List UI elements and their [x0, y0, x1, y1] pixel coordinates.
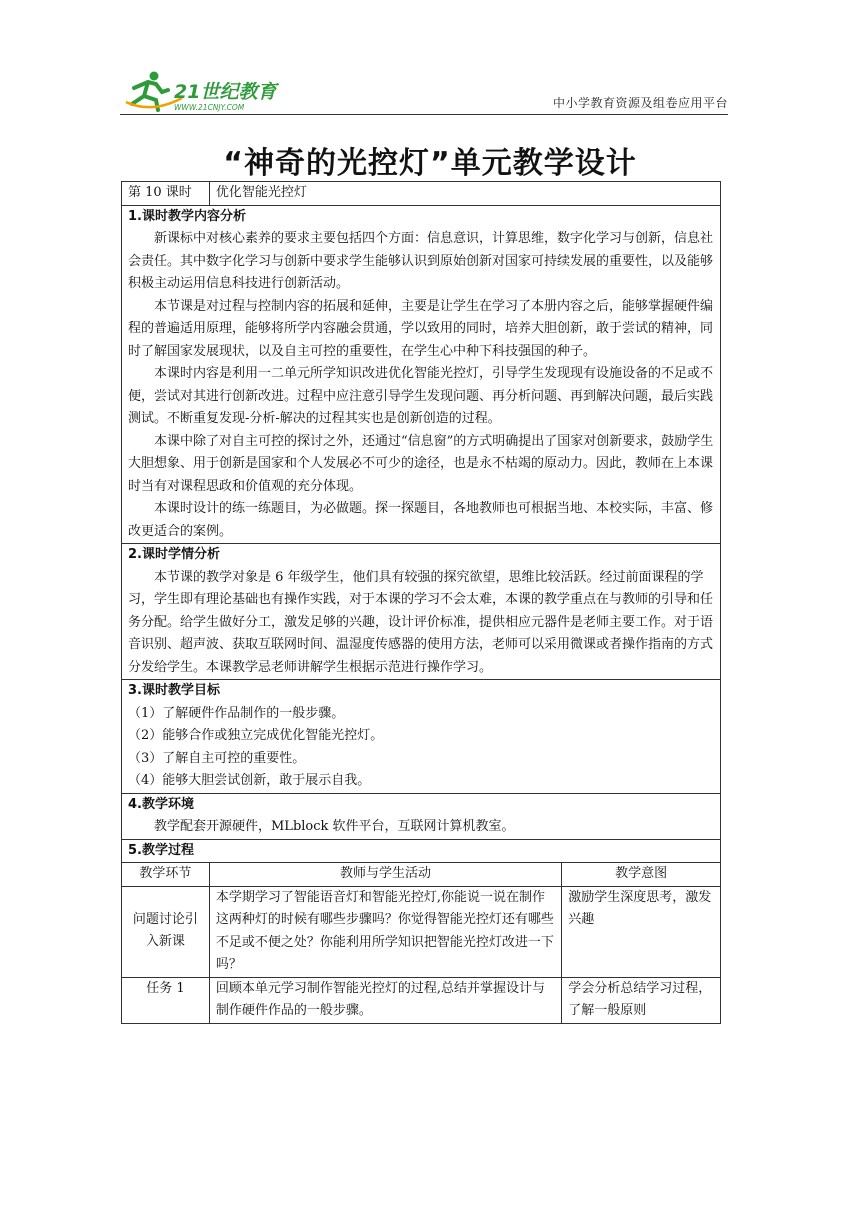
column-header: 教学环节 — [122, 863, 210, 887]
paragraph: 本节课的教学对象是 6 年级学生，他们具有较强的探究欲望，思维比较活跃。经过前面课程的学习，学生即有理论基础也有操作实践，对于本课的学习不会太难，本课的教学重点在与教师的引导和任务分配。给学生做好分工，激发足够的兴趣，设计评价标准，提供相应元器件是老师主要工作。对于语音识别、超声波、获取互联网时间、温湿度传感器的使用方法，老师可以采用微课或者操作指南的方式分发给学生。本课教学忌老师讲解学生根据示范进行操作学习。 — [128, 569, 714, 675]
lesson-number: 第 10 课时 — [122, 182, 210, 206]
logo-text: 21世纪教育 — [174, 81, 277, 103]
paragraph: 教学配套开源硬件，MLblock 软件平台，互联网计算机教室。 — [154, 819, 515, 834]
section-heading: 2.课时学情分析 — [128, 547, 220, 562]
stage-cell: 任务 1 — [122, 977, 210, 1023]
stage-cell: 问题讨论引入新课 — [122, 886, 210, 977]
goal-item: （3）了解自主可控的重要性。 — [128, 750, 306, 766]
paragraph: 本节课是对过程与控制内容的拓展和延伸，主要是让学生在学习了本册内容之后，能够掌握硬件编程的普遍适用原理，能够将所学内容融会贯通，学以致用的同时，培养大胆创新，敢于尝试的精神，同时了解国家发展现状，以及自主可控的重要性，在学生心中种下科技强国的种子。 — [128, 298, 714, 359]
activity-cell: 本学期学习了智能语音灯和智能光控灯,你能说一说在制作这两种灯的时候有哪些步骤吗？你觉得智能光控灯还有哪些不足或不便之处？你能利用所学知识把智能光控灯改进一下吗？ — [209, 886, 561, 977]
table-row — [122, 977, 721, 1023]
goal-item: （4）能够大胆尝试创新，敢于展示自我。 — [128, 773, 371, 788]
paragraph: 新课标中对核心素养的要求主要包括四个方面：信息意识，计算思维，数字化学习与创新，信息社会责任。其中数字化学习与创新中要求学生能够认识到原始创新对国家可持续发展的重要性，以及能够积极主动运用信息科技进行创新活动。 — [128, 231, 714, 291]
intent-cell: 学会分析总结学习过程，了解一般原则 — [562, 977, 721, 1023]
section-content-analysis — [122, 205, 721, 544]
paragraph: 本课中除了对自主可控的探讨之外，还通过“信息窗”的方式明确提出了国家对创新要求，鼓励学生大胆想象、用于创新是国家和个人发展必不可少的途径，也是永不枯竭的原动力。因此，教师在上本课时当有对课程思政和价值观的充分体现。 — [128, 433, 714, 494]
lesson-name: 优化智能光控灯 — [209, 182, 720, 206]
platform-name: 中小学教育资源及组卷应用平台 — [552, 96, 728, 110]
paragraph: 本课时内容是利用一二单元所学知识改进优化智能光控灯，引导学生发现现有设施设备的不足或不便，尝试对其进行创新改进。过程中应注意引导学生发现问题、再分析问题、再到解决问题，最后实践测试。不断重复发现-分析-解决的过程其实也是创新创造的过程。 — [128, 366, 714, 426]
section-heading: 3.课时教学目标 — [128, 683, 220, 698]
page-header — [120, 66, 728, 116]
section-environment — [122, 793, 721, 839]
logo-url: WWW.21CNJY.COM — [174, 103, 245, 112]
table-row — [122, 886, 721, 977]
paragraph: 本课时设计的练一练题目，为必做题。探一探题目，各地教师也可根据当地、本校实际，丰富、修改更适合的案例。 — [128, 501, 714, 539]
section-heading: 5.教学过程 — [128, 842, 194, 858]
section-process — [122, 839, 721, 863]
column-header: 教师与学生活动 — [209, 863, 561, 887]
section-heading: 1.课时教学内容分析 — [128, 208, 246, 224]
section-goals — [122, 680, 721, 794]
goal-item: （2）能够合作或独立完成优化智能光控灯。 — [128, 728, 384, 743]
column-header: 教学意图 — [562, 863, 721, 887]
site-logo — [122, 68, 292, 114]
page-title: “神奇的光控灯”单元教学设计 — [223, 146, 637, 181]
activity-cell: 回顾本单元学习制作智能光控灯的过程,总结并掌握设计与制作硬件作品的一般步骤。 — [209, 977, 561, 1023]
header-divider — [120, 114, 728, 115]
intent-cell: 激励学生深度思考，激发兴趣 — [562, 886, 721, 977]
section-heading: 4.教学环境 — [128, 796, 194, 812]
lesson-design-table — [121, 181, 721, 1024]
lesson-row — [122, 182, 721, 206]
goal-item: （1）了解硬件作品制作的一般步骤。 — [128, 705, 345, 721]
section-learner-analysis — [122, 544, 721, 680]
process-header-row — [122, 863, 721, 887]
